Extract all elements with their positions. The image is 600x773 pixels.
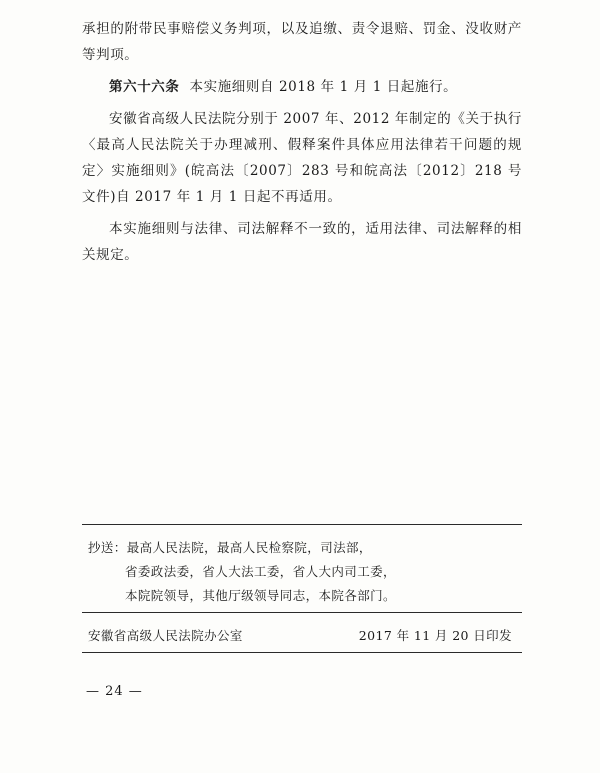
cc-line: 省委政法委，省人大法工委，省人大内司工委， <box>125 564 396 579</box>
issuer-name: 安徽省高级人民法院办公室 <box>88 628 243 643</box>
paragraph-repeal: 安徽省高级人民法院分别于 2007 年、2012 年制定的《关于执行〈最高人民法院关于办理减刑、假释案件具体应用法律若干问题的规定〉实施细则》(皖高法〔2007〕283 号和皖高法〔2012〕218 号文件)自 2017 年 1 月 1 日起不再适用。 <box>82 111 522 205</box>
cc-block <box>88 536 518 608</box>
footer-middle-rule <box>82 612 522 613</box>
document-body <box>82 16 522 274</box>
paragraph-conflict: 本实施细则与法律、司法解释不一致的，适用法律、司法解释的相关规定。 <box>82 221 522 263</box>
issue-date: 2017 年 11 月 20 日印发 <box>358 628 512 643</box>
issuer-row <box>88 626 512 644</box>
cc-line: 本院院领导，其他厅级领导同志，本院各部门。 <box>125 588 396 603</box>
paragraph-continuation: 承担的附带民事赔偿义务判项，以及追缴、责令退赔、罚金、没收财产等判项。 <box>82 21 522 63</box>
page-number: — 24 — <box>86 684 143 699</box>
article-text: 本实施细则自 2018 年 1 月 1 日起施行。 <box>189 79 458 95</box>
cc-line: 抄送：最高人民法院，最高人民检察院，司法部， <box>88 540 372 555</box>
footer-bottom-rule <box>82 652 522 653</box>
article-number: 第六十六条 <box>109 79 180 95</box>
article-66 <box>82 74 522 100</box>
footer-top-rule <box>82 524 522 525</box>
